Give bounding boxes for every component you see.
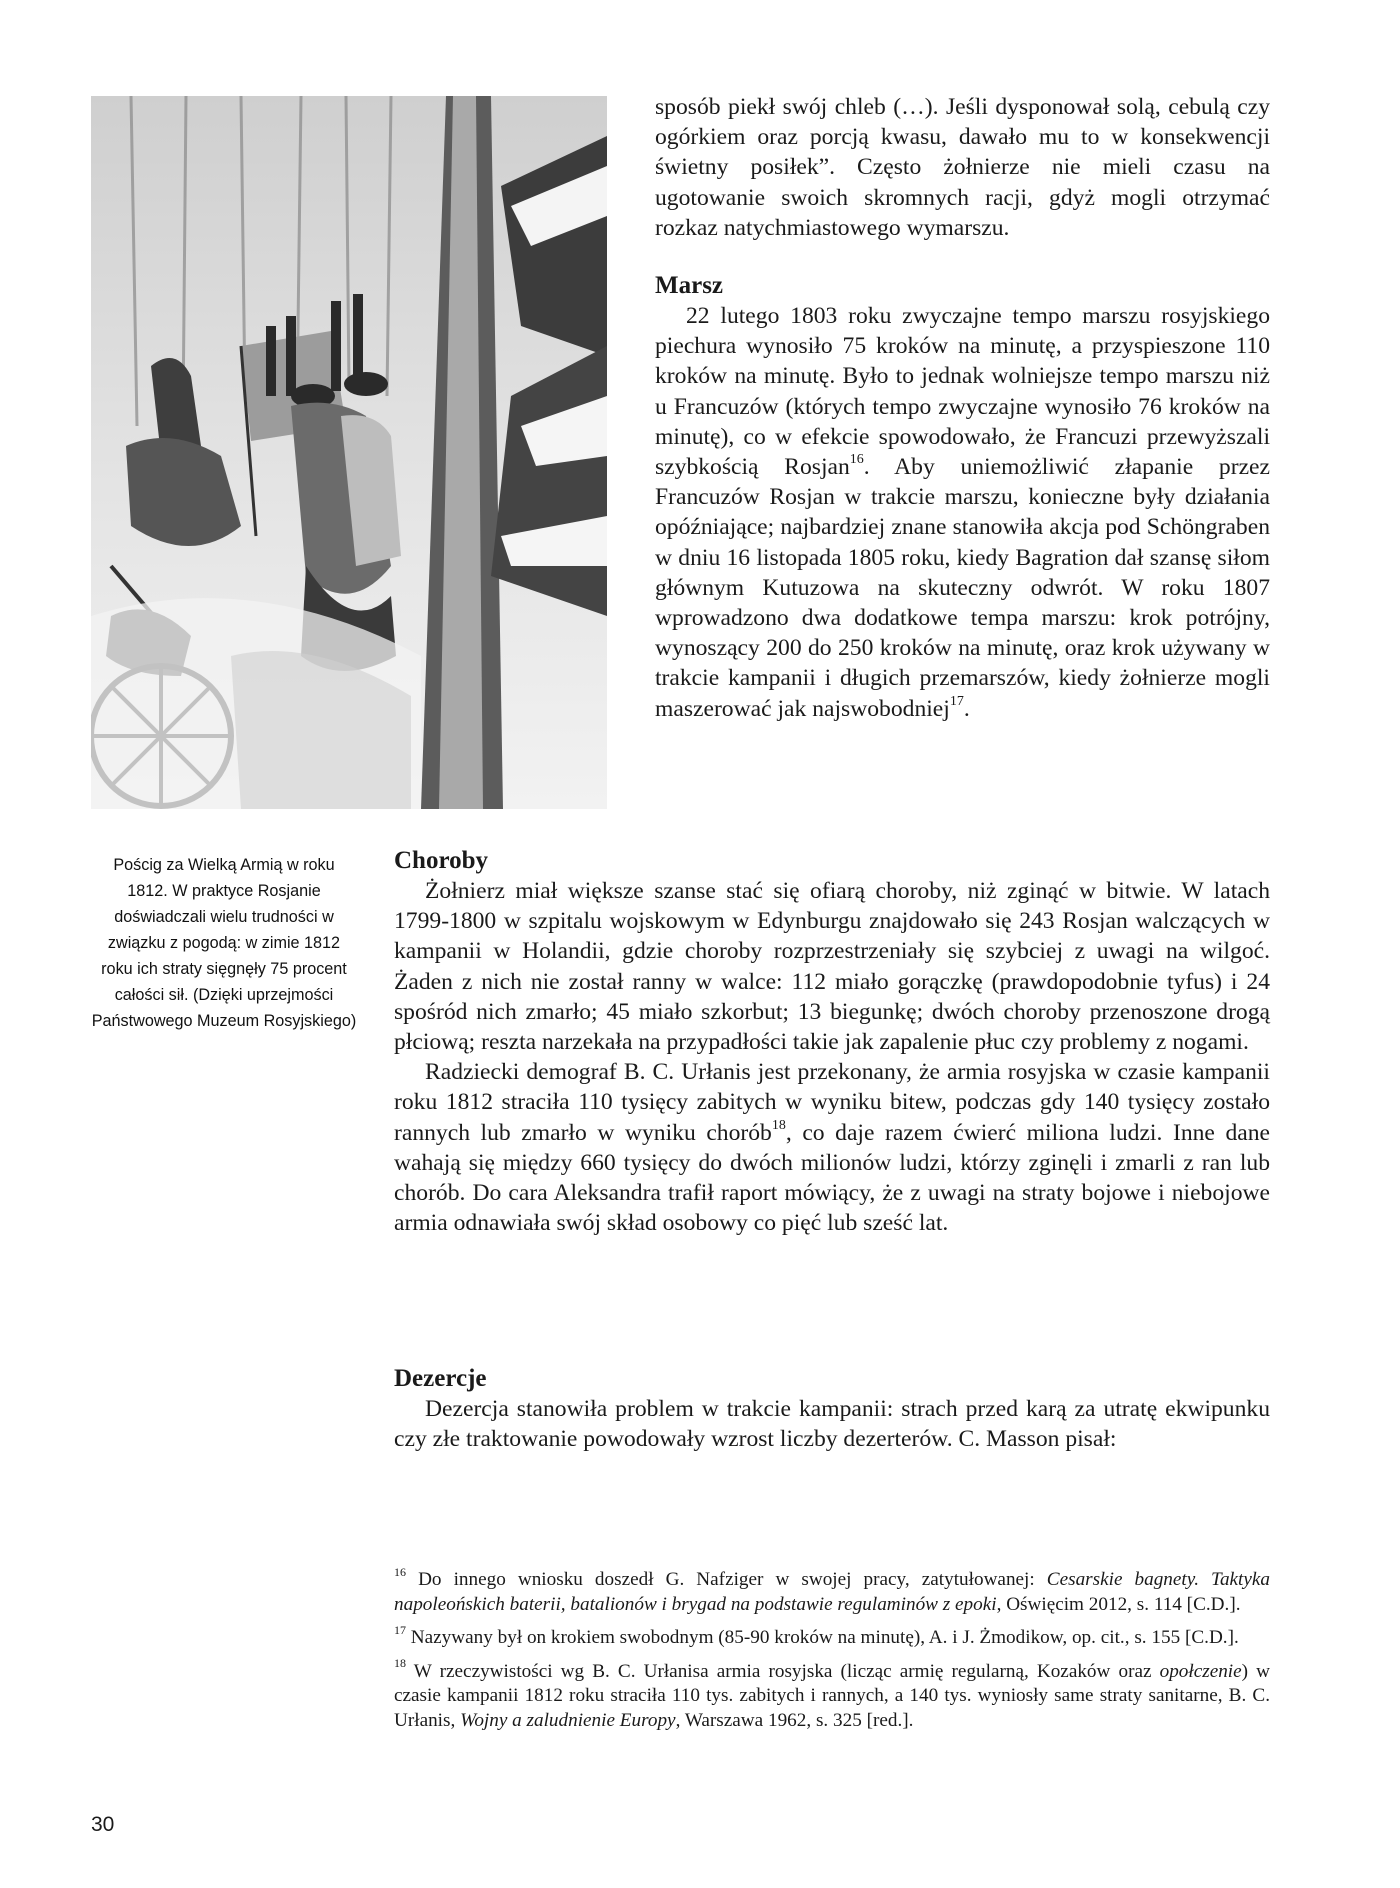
section-heading-choroby: Choroby bbox=[394, 847, 489, 874]
choroby-paragraph-1: Żołnierz miał większe szanse stać się ofiarą choroby, niż zginąć w bitwie. W latach 1799-1800 w szpitalu wojskowym w Edynburgu znajdowało się 243 Rosjan walczących w kampanii w Holandii, gdzie choroby rozprzestrzeniały się szybciej z uwagi na wilgoć. Żaden z nich nie został ranny w walce: 112 miało gorączkę (prawdopodobnie tyfus) i 24 spośród nich zmarło; 45 miało szkorbut; 13 biegunkę; dwóch choroby przenoszone drogą płciową; reszta narzekała na przypadłości takie jak zapalenie płuc czy problemy z nogami. bbox=[394, 878, 1270, 1056]
marsz-text-2: . Aby uniemożliwić złapanie przez Francuzów Rosjan w trakcie marszu, konieczne były działania opóźniające; najbardziej znane stanowiła akcja pod Schöngraben w dniu 16 listopada 1805 roku, kiedy Bagration dał szansę siłom głównym Kutuzowa na skuteczny odwrót. W roku 1807 wprowadzono dwa dodatkowe tempa marszu: krok potrójny, wynoszący 200 do 250 kroków na minutę, oraz krok używany w trakcie kampanii i długich przemarszów, kiedy żołnierze mogli maszerować jak najswobodniej bbox=[655, 454, 1270, 722]
painting-illustration bbox=[91, 96, 607, 809]
intro-paragraph: sposób piekł swój chleb (…). Jeśli dysponował solą, cebulą czy ogórkiem oraz porcją kwasu, dawało mu to w konsekwencji świetny posiłek”. Często żołnierze nie mieli czasu na ugotowanie swoich skromnych racji, gdyż mogli otrzymać rozkaz natychmiastowego wymarszu. bbox=[655, 94, 1270, 241]
footnote-16-end: , Oświęcim 2012, s. 114 [C.D.]. bbox=[996, 1593, 1241, 1615]
section-heading-marsz: Marsz bbox=[655, 272, 724, 300]
marsz-text-1: 22 lutego 1803 roku zwyczajne tempo marszu rosyjskiego piechura wynosiło 75 kroków na minutę, a przyspieszone 110 kroków na minutę. Było to jednak wolniejsze tempo marszu niż u Francuzów (których tempo zwyczajne wynosiło 76 kroków na minutę), co w efekcie spowodowało, że Francuzi przewyższali szybkością Rosjan bbox=[655, 303, 1270, 481]
footnote-18-mid: ) w czasie kampanii 1812 roku straciła 110 tys. zabitych i rannych, a 140 tys. wyniosły same straty sanitarne, B. C. Urłanis, bbox=[394, 1660, 1271, 1731]
footnote-ref-17[interactable]: 17 bbox=[949, 693, 964, 709]
footnote-number-18: 18 bbox=[394, 1656, 406, 1671]
section-choroby bbox=[394, 846, 1270, 1238]
choroby-paragraph-2 bbox=[394, 1057, 1270, 1238]
footnote-ref-18[interactable]: 18 bbox=[771, 1117, 786, 1133]
footnote-18-end: , Warszawa 1962, s. 325 [red.]. bbox=[675, 1709, 914, 1731]
footnote-18-text: W rzeczywistości wg B. C. Urłanisa armia rosyjska (licząc armię regularną, Kozaków oraz bbox=[413, 1660, 1160, 1682]
footnote-18-italic-1: opołczenie bbox=[1159, 1660, 1242, 1682]
footnotes bbox=[394, 1564, 1271, 1743]
footnote-16-title: Cesarskie bagnety. Taktyka napoleońskich baterii, batalionów i brygad na podstawie regulaminów z epoki bbox=[394, 1569, 1271, 1615]
footnote-ref-16[interactable]: 16 bbox=[849, 452, 864, 468]
dezercje-paragraph: Dezercja stanowiła problem w trakcie kampanii: strach przed karą za utratę ekwipunku czy złe traktowanie powodowały wzrost liczby dezerterów. C. Masson pisał: bbox=[394, 1396, 1270, 1453]
choroby-p2-text-2: , co daje razem ćwierć miliona ludzi. Inne dane wahają się między 660 tysięcy do dwóch milionów ludzi, którzy zginęli i zmarli z ran lub chorób. Do cara Aleksandra trafił raport mówiący, że z uwagi na straty bojowe i niebojowe armia odnawiała swój skład osobowy co pięć lub sześć lat. bbox=[394, 1119, 1270, 1237]
footnote-17-text: Nazywany był on krokiem swobodnym (85-90 kroków na minutę), A. i J. Żmodikow, op. cit., s. 155 [C.D.]. bbox=[410, 1627, 1239, 1649]
footnote-18-italic-2: Wojny a zaludnienie Europy bbox=[460, 1709, 676, 1731]
winter-battle-scene-image bbox=[91, 96, 607, 809]
marsz-paragraph bbox=[655, 301, 1270, 724]
section-heading-dezercje: Dezercje bbox=[394, 1365, 487, 1392]
section-dezercje bbox=[394, 1364, 1270, 1454]
right-column bbox=[655, 92, 1270, 724]
footnote-18 bbox=[394, 1656, 1271, 1734]
footnote-number-16: 16 bbox=[394, 1564, 406, 1579]
illustration-caption: Pościg za Wielką Armią w roku 1812. W praktyce Rosjanie doświadczali wielu trudności w związku z pogodą: w zimie 1812 roku ich straty sięgnęły 75 procent całości sił. (Dzięki uprzejmości Państwowego Muzeum Rosyjskiego) bbox=[91, 856, 357, 1030]
marsz-text-3: . bbox=[963, 695, 970, 722]
footnote-16 bbox=[394, 1564, 1271, 1617]
footnote-number-17: 17 bbox=[394, 1622, 406, 1637]
footnote-16-text: Do innego wniosku doszedł G. Nafziger w swojej pracy, zatytułowanej: bbox=[418, 1569, 1047, 1590]
choroby-p2-text-1: Radziecki demograf B. C. Urłanis jest przekonany, że armia rosyjska w czasie kampanii roku 1812 straciła 110 tysięcy zabitych w wyniku bitew, podczas gdy 140 tysięcy zostało rannych lub zmarło w wyniku chorób bbox=[394, 1059, 1270, 1146]
footnote-17 bbox=[394, 1622, 1270, 1651]
page-number: 30 bbox=[91, 1813, 115, 1836]
